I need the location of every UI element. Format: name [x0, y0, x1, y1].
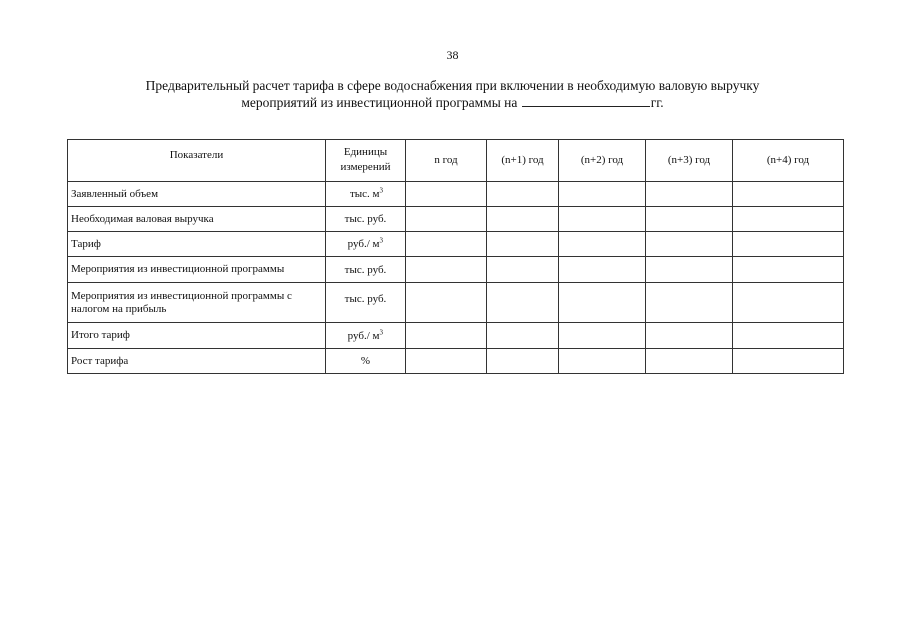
- year-header-n1: (n+1) год: [487, 140, 559, 182]
- row-unit: тыс. $м^3$: [326, 182, 406, 207]
- value-cell: [406, 257, 487, 283]
- row-name-investment-measures: Мероприятия из инвестиционной программы: [68, 257, 326, 283]
- value-cell: [487, 349, 559, 374]
- title-line-1: Предварительный расчет тарифа в сфере водоснабжения при включении в необходимую валовую выручку: [145, 78, 760, 93]
- row-unit: тыс. руб.: [326, 283, 406, 323]
- value-cell: [487, 257, 559, 283]
- table-row: [68, 207, 844, 232]
- value-cell: [733, 182, 844, 207]
- value-cell: [733, 323, 844, 349]
- unit-header: [326, 140, 406, 182]
- title-line-2-prefix: мероприятий из инвестиционной программы на: [241, 95, 518, 110]
- table-row: [68, 182, 844, 207]
- value-cell: [733, 232, 844, 257]
- value-cell: [559, 283, 646, 323]
- value-cell: [406, 323, 487, 349]
- row-unit: руб./ $м^3$: [326, 323, 406, 349]
- year-header-n3: (n+3) год: [646, 140, 733, 182]
- value-cell: [733, 257, 844, 283]
- table-header-row: [68, 140, 844, 182]
- value-cell: [559, 232, 646, 257]
- row-name-tariff: Тариф: [68, 232, 326, 257]
- value-cell: [646, 323, 733, 349]
- value-cell: [487, 283, 559, 323]
- value-cell: [559, 349, 646, 374]
- value-cell: [733, 349, 844, 374]
- table-row: [68, 283, 844, 323]
- value-cell: [487, 182, 559, 207]
- value-cell: [406, 232, 487, 257]
- table-row: [68, 232, 844, 257]
- title-line-2: [60, 94, 845, 111]
- unit-header-line-2: измерений: [340, 161, 391, 173]
- value-cell: [733, 207, 844, 232]
- value-cell: [406, 207, 487, 232]
- row-name-required-revenue: Необходимая валовая выручка: [68, 207, 326, 232]
- row-unit: руб./ $м^3$: [326, 232, 406, 257]
- value-cell: [406, 182, 487, 207]
- tariff-calculation-table: [67, 139, 844, 374]
- value-cell: [487, 232, 559, 257]
- row-name-total-tariff: Итого тариф: [68, 323, 326, 349]
- value-cell: [406, 283, 487, 323]
- year-header-n4: (n+4) год: [733, 140, 844, 182]
- value-cell: [487, 323, 559, 349]
- row-unit: тыс. руб.: [326, 207, 406, 232]
- year-header-n: n год: [406, 140, 487, 182]
- value-cell: [646, 207, 733, 232]
- year-header-n2: (n+2) год: [559, 140, 646, 182]
- document-title: [60, 77, 845, 111]
- value-cell: [406, 349, 487, 374]
- table-row: [68, 257, 844, 283]
- indicator-header: Показатели: [68, 140, 326, 182]
- row-name-declared-volume: Заявленный объем: [68, 182, 326, 207]
- row-name-tariff-growth: Рост тарифа: [68, 349, 326, 374]
- year-range-blank: [522, 94, 650, 107]
- value-cell: [559, 257, 646, 283]
- title-line-2-suffix: гг.: [650, 95, 664, 110]
- table-row: [68, 349, 844, 374]
- value-cell: [559, 207, 646, 232]
- table-row: [68, 323, 844, 349]
- value-cell: [733, 283, 844, 323]
- row-unit: %: [326, 349, 406, 374]
- value-cell: [646, 283, 733, 323]
- unit-header-line-1: Единицы: [343, 146, 388, 158]
- value-cell: [559, 323, 646, 349]
- row-name-investment-measures-with-tax: Мероприятия из инвестиционной программы с налогом на прибыль: [68, 283, 326, 323]
- value-cell: [646, 349, 733, 374]
- value-cell: [646, 232, 733, 257]
- value-cell: [646, 182, 733, 207]
- value-cell: [559, 182, 646, 207]
- page-number: 38: [446, 48, 459, 62]
- value-cell: [646, 257, 733, 283]
- row-unit: тыс. руб.: [326, 257, 406, 283]
- value-cell: [487, 207, 559, 232]
